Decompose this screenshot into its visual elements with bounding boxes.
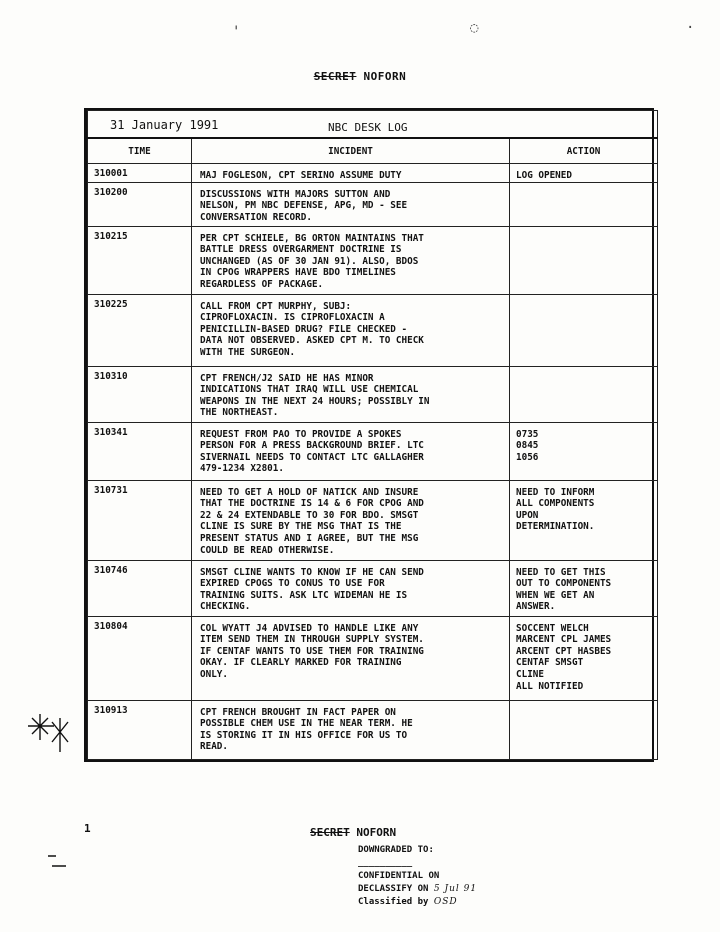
classification-struck-word: SECRET — [313, 70, 357, 83]
log-row-incident: SMSGT CLINE WANTS TO KNOW IF HE CAN SEND EXPIRED CPOGS TO CONUS TO USE FOR TRAINING SUITS. ASK LTC WIDEMAN HE IS CHECKING. — [192, 560, 510, 616]
stamp-classified-line — [358, 896, 658, 909]
log-date: 31 January 1991 — [110, 118, 219, 132]
stamp-downgraded-line: DOWNGRADED TO: — [358, 845, 434, 855]
log-row-time: 310731 — [88, 480, 192, 560]
log-row-action: 0735 0845 1056 — [510, 422, 658, 480]
log-row-time: 310913 — [88, 700, 192, 759]
classification-caveat: NOFORN — [356, 70, 407, 83]
header-classification-marking — [0, 70, 720, 83]
log-row-time: 310310 — [88, 366, 192, 422]
log-row-action — [510, 700, 658, 759]
log-row — [88, 480, 658, 560]
log-row-time: 310215 — [88, 226, 192, 294]
log-row — [88, 182, 658, 226]
log-row-incident: PER CPT SCHIELE, BG ORTON MAINTAINS THAT BATTLE DRESS OVERGARMENT DOCTRINE IS UNCHANGED (AS OF 30 JAN 91). ALSO, BDOS IN CPOG WRAPPERS HAVE BDO TIMELINES REGARDLESS OF PACKAGE. — [192, 226, 510, 294]
stamp-declassify-label: DECLASSIFY ON — [358, 884, 429, 894]
log-row-action: LOG OPENED — [510, 164, 658, 183]
log-row-action: SOCCENT WELCH MARCENT CPL JAMES ARCENT CPT HASBES CENTAF SMSGT CLINE ALL NOTIFIED — [510, 616, 658, 700]
log-row-time: 310001 — [88, 164, 192, 183]
log-row-action — [510, 366, 658, 422]
log-row-time: 310804 — [88, 616, 192, 700]
stamp-declassify-line — [358, 883, 658, 896]
log-row-time: 310200 — [88, 182, 192, 226]
log-row-action: NEED TO GET THIS OUT TO COMPONENTS WHEN WE GET AN ANSWER. — [510, 560, 658, 616]
log-row — [88, 616, 658, 700]
footer-classification-marking — [310, 826, 396, 839]
log-title: NBC DESK LOG — [328, 121, 408, 134]
desk-log-table — [87, 110, 658, 760]
column-header-incident — [192, 138, 510, 164]
column-header-action — [510, 138, 658, 164]
log-row — [88, 366, 658, 422]
handwritten-asterisk-mark — [26, 712, 76, 756]
footer-classification-struck-word: SECRET — [310, 826, 350, 839]
log-row-incident: DISCUSSIONS WITH MAJORS SUTTON AND NELSON, PM NBC DEFENSE, APG, MD - SEE CONVERSATION RECORD. — [192, 182, 510, 226]
log-row-incident: CALL FROM CPT MURPHY, SUBJ: CIPROFLOXACIN. IS CIPROFLOXACIN A PENICILLIN-BASED DRUG? FILE CHECKED - DATA NOT OBSERVED. ASKED CPT M. TO CHECK WITH THE SURGEON. — [192, 294, 510, 366]
log-row — [88, 422, 658, 480]
log-row — [88, 294, 658, 366]
log-row — [88, 226, 658, 294]
margin-dash-marks — [46, 852, 70, 872]
log-row-action: NEED TO INFORM ALL COMPONENTS UPON DETERMINATION. — [510, 480, 658, 560]
log-row-incident: CPT FRENCH/J2 SAID HE HAS MINOR INDICATIONS THAT IRAQ WILL USE CHEMICAL WEAPONS IN THE NEXT 24 HOURS; POSSIBLY IN THE NORTHEAST. — [192, 366, 510, 422]
column-header-time — [88, 138, 192, 164]
log-row-incident: REQUEST FROM PAO TO PROVIDE A SPOKES PERSON FOR A PRESS BACKGROUND BRIEF. LTC SIVERNAIL NEEDS TO CONTACT LTC GALLAGHER 479-1234 X2801. — [192, 422, 510, 480]
log-row-incident: NEED TO GET A HOLD OF NATICK AND INSURE THAT THE DOCTRINE IS 14 & 6 FOR CPOG AND 22 & 24 EXTENDABLE TO 30 FOR BDO. SMSGT CLINE IS SURE BY THE MSG THAT IS THE PRESENT STATUS AND I AGREE, BUT THE MSG COULD BE READ OTHERWISE. — [192, 480, 510, 560]
column-header-action-label: ACTION — [566, 146, 601, 157]
footer-classification-caveat: NOFORN — [349, 826, 397, 839]
log-row — [88, 700, 658, 759]
stamp-classified-handwritten: OSD — [433, 897, 458, 907]
stamp-declassify-handwritten: 5 Jul 91 — [433, 884, 478, 894]
declassification-stamp — [358, 844, 658, 909]
log-row-time: 310341 — [88, 422, 192, 480]
log-row — [88, 560, 658, 616]
log-title-cell — [88, 111, 658, 139]
stamp-classified-label: Classified by — [358, 897, 429, 907]
scan-speck: ◌ — [470, 20, 479, 36]
column-header-time-label: TIME — [128, 146, 151, 157]
column-header-row — [88, 138, 658, 164]
stamp-blank-line: __________ — [358, 858, 413, 868]
log-row-action — [510, 226, 658, 294]
log-row-action — [510, 294, 658, 366]
scan-speck: · — [686, 20, 695, 36]
log-row — [88, 164, 658, 183]
log-title-row — [88, 111, 658, 139]
scan-speck: ' — [232, 24, 241, 40]
log-row-time: 310746 — [88, 560, 192, 616]
log-row-incident: COL WYATT J4 ADVISED TO HANDLE LIKE ANY ITEM SEND THEM IN THROUGH SUPPLY SYSTEM. IF CENTAF WANTS TO USE THEM FOR TRAINING OKAY. IF CLEARLY MARKED FOR TRAINING ONLY. — [192, 616, 510, 700]
column-header-incident-label: INCIDENT — [328, 146, 373, 157]
log-row-action — [510, 182, 658, 226]
desk-log-table-frame — [84, 108, 654, 762]
log-row-time: 310225 — [88, 294, 192, 366]
log-row-incident: MAJ FOGLESON, CPT SERINO ASSUME DUTY — [192, 164, 510, 183]
page-number: 1 — [84, 822, 91, 835]
log-row-incident: CPT FRENCH BROUGHT IN FACT PAPER ON POSSIBLE CHEM USE IN THE NEAR TERM. HE IS STORING IT IN HIS OFFICE FOR US TO READ. — [192, 700, 510, 759]
stamp-confidential-line: CONFIDENTIAL ON — [358, 871, 440, 881]
